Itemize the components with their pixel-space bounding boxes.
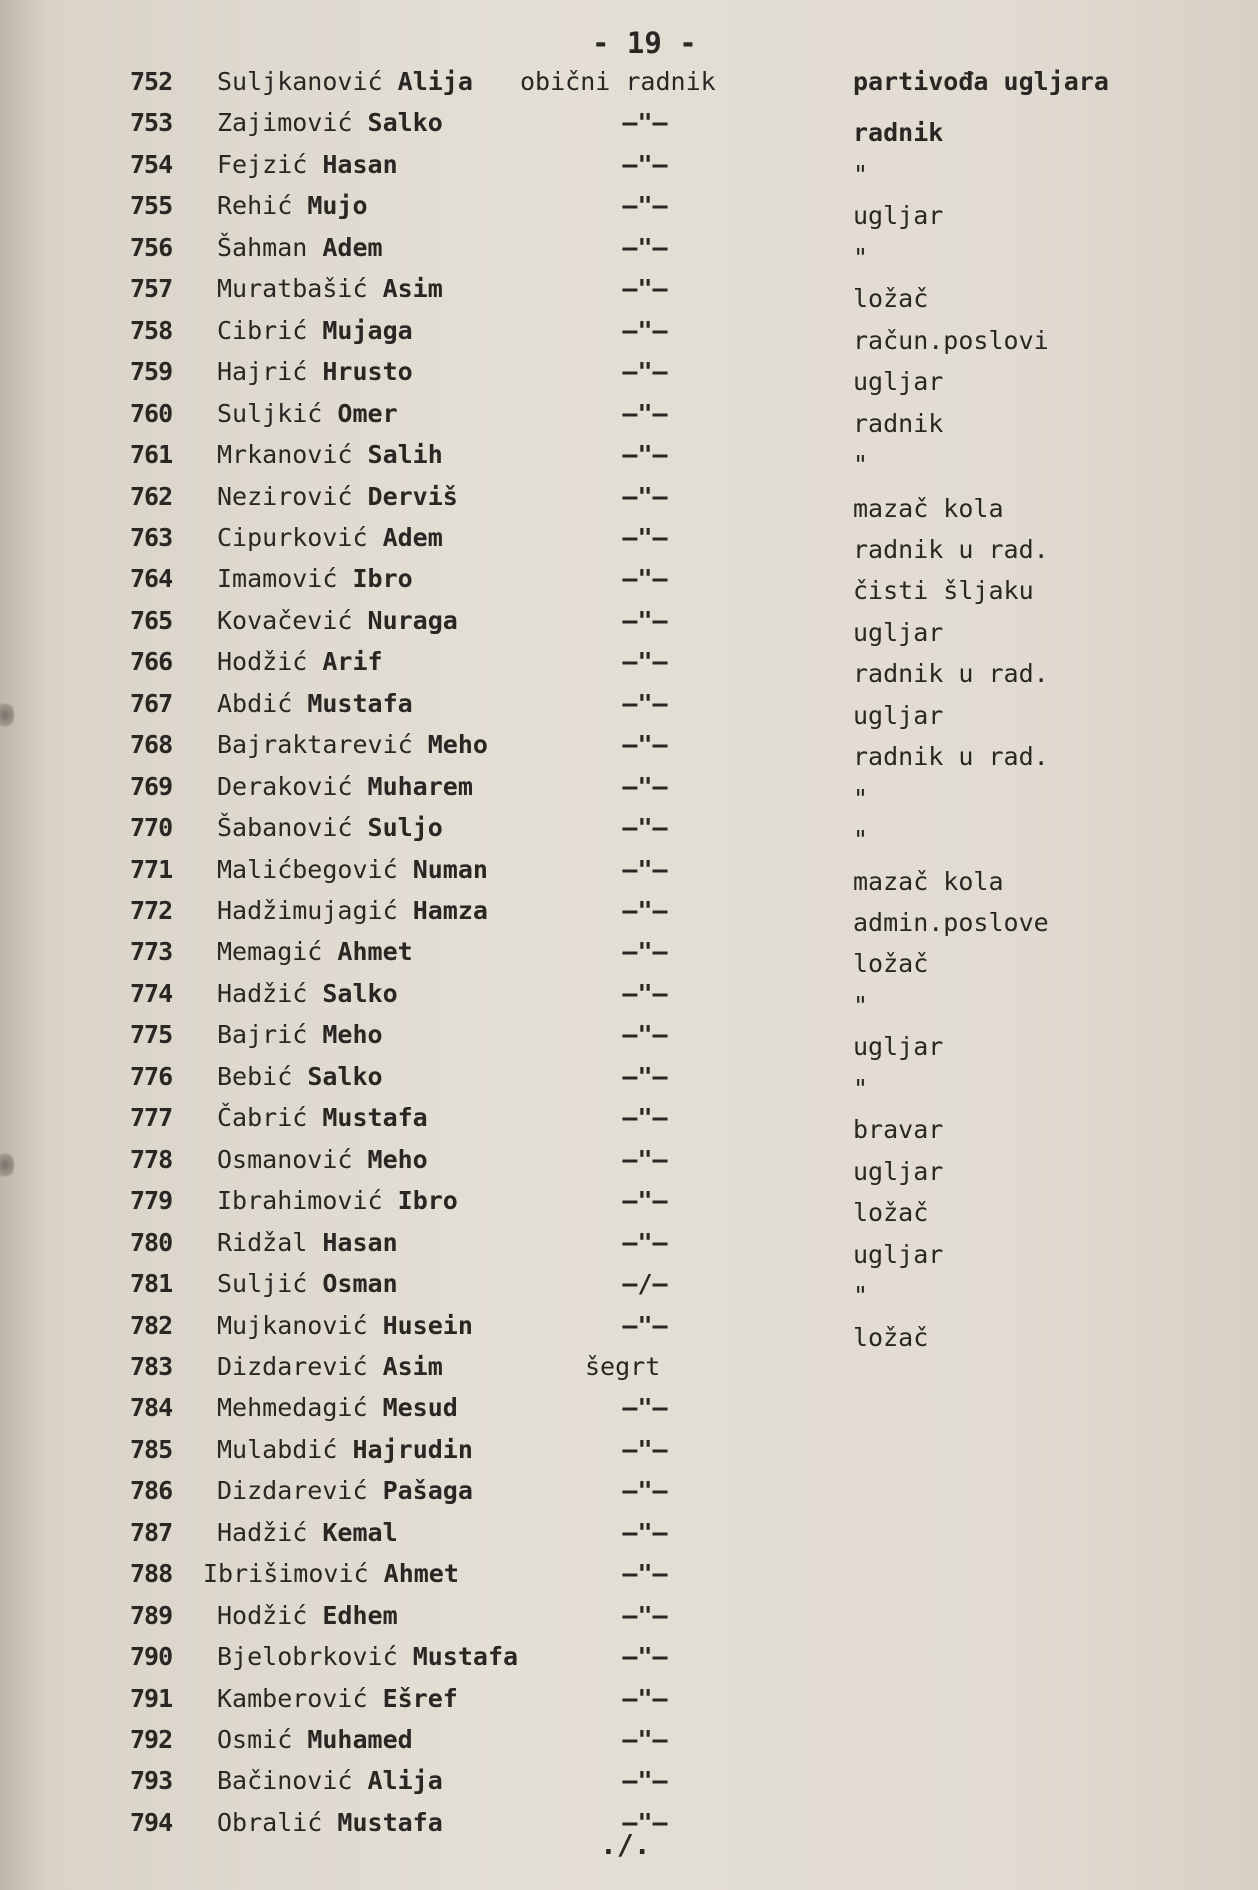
list-item [0, 932, 1258, 979]
status-cell: –"– [622, 1642, 668, 1672]
person-name [217, 269, 443, 309]
surname: Ibrahimović [217, 1186, 383, 1216]
surname: Hodžić [217, 647, 308, 677]
first-name: Muharem [367, 771, 473, 801]
entry-number: 776 [130, 1061, 173, 1091]
occupation-cell: admin.poslove [853, 908, 1049, 937]
first-name: Edhem [322, 1600, 398, 1630]
first-name: Hrusto [322, 357, 413, 387]
status-cell: –"– [622, 108, 668, 138]
surname: Imamović [217, 564, 338, 594]
list-item [0, 1181, 1258, 1228]
occupation-cell: ložač [853, 1322, 929, 1352]
first-name: Ibro [397, 1186, 458, 1216]
first-name: Salih [367, 440, 443, 470]
list-item [0, 1098, 1258, 1145]
status-cell: –"– [622, 1807, 668, 1837]
status-cell: –"– [622, 1020, 668, 1050]
list-item [0, 1513, 1258, 1553]
entry-number: 759 [130, 357, 173, 387]
status-cell: –"– [622, 398, 668, 428]
person-name [217, 1098, 428, 1138]
status-cell: –"– [622, 1144, 668, 1174]
person-name [217, 891, 488, 931]
status-cell: –"– [622, 191, 668, 221]
status-cell: –"– [622, 730, 668, 760]
person-name [217, 725, 488, 765]
entry-number: 774 [130, 978, 173, 1008]
person-name [217, 974, 398, 1014]
entry-number: 769 [130, 771, 173, 801]
surname: Malićbegović [217, 854, 398, 884]
person-name [217, 559, 413, 599]
entry-number: 793 [130, 1766, 173, 1796]
status-cell: –"– [622, 357, 668, 387]
person-name [217, 1430, 473, 1470]
list-item [0, 891, 1258, 937]
entry-number: 764 [130, 564, 173, 594]
first-name: Adem [322, 232, 383, 262]
first-name: Mustafa [412, 1642, 519, 1672]
person-name [217, 1596, 398, 1636]
entry-number: 755 [130, 191, 173, 221]
surname: Kovačević [217, 605, 353, 635]
person-name [217, 518, 443, 558]
status-cell: šegrt [585, 1351, 661, 1381]
first-name: Ahmet [337, 937, 413, 967]
entry-number: 792 [130, 1725, 173, 1754]
first-name: Hasan [322, 149, 398, 179]
status-cell: –"– [622, 688, 668, 718]
person-name [203, 1554, 459, 1594]
status-cell: –"– [622, 149, 668, 179]
occupation-cell: ugljar [853, 700, 944, 730]
person-name [217, 1388, 458, 1428]
surname: Hajrić [217, 357, 308, 387]
person-name [217, 1761, 443, 1801]
entry-number: 784 [130, 1393, 173, 1423]
first-name: Meho [322, 1020, 383, 1050]
entry-number: 779 [130, 1186, 173, 1216]
surname: Mrkanović [217, 440, 353, 470]
entry-number: 765 [130, 605, 173, 635]
person-name [217, 808, 443, 848]
first-name: Muhamed [307, 1725, 413, 1754]
list-item [0, 1596, 1258, 1636]
list-item [0, 1471, 1258, 1511]
list-item [0, 62, 1258, 102]
entry-number: 781 [130, 1269, 173, 1299]
status-cell: –"– [622, 605, 668, 635]
list-item [0, 1015, 1258, 1062]
occupation-cell: ugljar [853, 617, 944, 647]
status-cell: –"– [622, 771, 668, 801]
list-item [0, 477, 1258, 523]
list-item [0, 228, 1258, 272]
entry-number: 761 [130, 440, 173, 470]
first-name: Hamza [412, 896, 488, 925]
surname: Mehmedagić [217, 1393, 368, 1423]
entry-number: 773 [130, 937, 173, 967]
status-cell: obični radnik [520, 67, 716, 96]
occupation-cell: radnik u rad. [853, 742, 1049, 772]
first-name: Nuraga [367, 605, 458, 635]
status-cell: –"– [622, 813, 668, 843]
surname: Šabanović [217, 813, 353, 843]
first-name: Alija [367, 1766, 443, 1796]
occupation-cell: mazač kola [853, 866, 1004, 896]
entry-number: 777 [130, 1103, 173, 1133]
status-cell: –/– [622, 1269, 668, 1299]
list-item [0, 269, 1258, 314]
status-cell: –"– [622, 647, 668, 677]
person-name [217, 1306, 473, 1346]
first-name: Pašaga [382, 1476, 473, 1506]
person-name [217, 477, 458, 517]
list-item [0, 1264, 1258, 1311]
status-cell: –"– [622, 1227, 668, 1257]
first-name: Mustafa [322, 1103, 428, 1133]
occupation-cell: ložač [853, 284, 929, 314]
status-cell: –"– [622, 1310, 668, 1340]
list-item [0, 725, 1258, 772]
person-name [217, 145, 398, 185]
person-name [217, 601, 458, 641]
entry-number: 770 [130, 813, 173, 843]
list-item [0, 186, 1258, 231]
entry-number: 762 [130, 481, 173, 511]
status-cell: –"– [622, 854, 668, 884]
status-cell: –"– [622, 274, 668, 304]
surname: Bjelobrković [217, 1642, 398, 1672]
entry-number: 753 [130, 108, 173, 138]
entry-number: 780 [130, 1227, 173, 1257]
first-name: Hajrudin [352, 1434, 473, 1464]
occupation-cell: ugljar [853, 1032, 944, 1062]
list-item [0, 435, 1258, 480]
entry-number: 790 [130, 1642, 173, 1672]
list-item [0, 559, 1258, 606]
entry-number: 752 [130, 67, 173, 96]
occupation-cell: mazač kola [853, 493, 1004, 523]
first-name: Osman [322, 1269, 398, 1299]
list-item [0, 684, 1258, 730]
surname: Cibrić [217, 315, 308, 345]
surname: Zajimović [217, 108, 353, 138]
list-item [0, 1347, 1258, 1387]
status-cell: –"– [622, 1434, 668, 1464]
list-item [0, 601, 1258, 647]
status-cell: –"– [622, 896, 668, 925]
list-item [0, 518, 1258, 564]
status-cell: –"– [622, 564, 668, 594]
person-name [217, 103, 443, 143]
entry-number: 782 [130, 1310, 173, 1340]
surname: Abdić [217, 688, 293, 718]
person-name [217, 932, 413, 972]
first-name: Salko [322, 978, 398, 1008]
person-name [217, 1223, 398, 1263]
entry-number: 760 [130, 398, 173, 428]
surname: Ridžal [217, 1227, 308, 1257]
occupation-cell: ložač [853, 1198, 929, 1228]
person-name [217, 394, 398, 434]
person-name [217, 1720, 413, 1760]
status-cell: –"– [622, 522, 668, 552]
first-name: Hasan [322, 1227, 398, 1257]
surname: Memagić [217, 937, 323, 967]
occupation-cell: " [853, 990, 869, 1020]
status-cell: –"– [622, 1683, 668, 1713]
surname: Mujkanović [217, 1310, 368, 1340]
occupation-cell: bravar [853, 1115, 944, 1145]
person-name [217, 1140, 428, 1180]
entry-number: 757 [130, 274, 173, 304]
surname: Bajrić [217, 1020, 308, 1050]
status-cell: –"– [622, 1476, 668, 1506]
entry-number: 766 [130, 647, 173, 677]
occupation-cell: " [853, 242, 869, 272]
surname: Obralić [217, 1807, 323, 1837]
list-item [0, 1761, 1258, 1801]
entry-number: 756 [130, 232, 173, 262]
occupation-cell: ugljar [853, 1239, 944, 1269]
surname: Šahman [217, 232, 308, 262]
first-name: Asim [382, 1351, 443, 1381]
entry-number: 783 [130, 1351, 173, 1381]
surname: Osmić [217, 1725, 293, 1754]
person-name [217, 228, 383, 268]
list-item [0, 1637, 1258, 1677]
occupation-cell: čisti šljaku [853, 576, 1034, 606]
person-name [217, 767, 473, 807]
first-name: Salko [367, 108, 443, 138]
list-item [0, 1223, 1258, 1269]
first-name: Mujaga [322, 315, 413, 345]
entry-number: 785 [130, 1434, 173, 1464]
entry-number: 767 [130, 688, 173, 718]
person-name [217, 1057, 383, 1097]
first-name: Numan [412, 854, 488, 884]
first-name: Ibro [352, 564, 413, 594]
status-cell: –"– [622, 481, 668, 511]
surname: Ibrišimović [203, 1559, 369, 1589]
surname: Mulabdić [217, 1434, 338, 1464]
first-name: Ešref [382, 1683, 458, 1713]
first-name: Salko [307, 1061, 383, 1091]
list-item [0, 1057, 1258, 1103]
list-item [0, 1388, 1258, 1428]
occupation-cell: ložač [853, 949, 929, 979]
entry-number: 771 [130, 854, 173, 884]
person-name [217, 62, 473, 102]
list-item [0, 1430, 1258, 1470]
surname: Hodžić [217, 1600, 308, 1630]
occupation-cell: partivođa ugljara [853, 67, 1109, 96]
surname: Dizdarević [217, 1351, 368, 1381]
surname: Deraković [217, 771, 353, 801]
entry-number: 789 [130, 1600, 173, 1630]
list-item [0, 1720, 1258, 1760]
status-cell: –"– [622, 1600, 668, 1630]
status-cell: –"– [622, 1186, 668, 1216]
surname: Hadžić [217, 1517, 308, 1547]
surname: Suljić [217, 1269, 308, 1299]
person-name [217, 352, 413, 392]
status-cell: –"– [622, 978, 668, 1008]
status-cell: –"– [622, 440, 668, 470]
first-name: Mujo [307, 191, 368, 221]
first-name: Meho [427, 730, 488, 760]
first-name: Husein [382, 1310, 473, 1340]
person-name [217, 1637, 518, 1677]
list-item [0, 767, 1258, 813]
surname: Nezirović [217, 481, 353, 511]
entry-number: 758 [130, 315, 173, 345]
entry-number: 754 [130, 149, 173, 179]
person-name [217, 850, 488, 890]
entry-number: 778 [130, 1144, 173, 1174]
occupation-cell: ugljar [853, 1156, 944, 1186]
first-name: Suljo [367, 813, 443, 843]
first-name: Kemal [322, 1517, 398, 1547]
entry-number: 794 [130, 1807, 173, 1837]
first-name: Omer [337, 398, 398, 428]
person-name [217, 1803, 443, 1843]
occupation-cell: " [853, 159, 869, 189]
occupation-cell: radnik [853, 118, 944, 148]
list-item [0, 394, 1258, 438]
person-name [217, 311, 413, 351]
occupation-cell: ugljar [853, 367, 944, 397]
status-cell: –"– [622, 315, 668, 345]
entry-number: 791 [130, 1683, 173, 1713]
list-item [0, 1679, 1258, 1719]
list-item [0, 850, 1258, 896]
entry-number: 788 [130, 1559, 173, 1589]
list-item [0, 808, 1258, 855]
surname: Fejzić [217, 149, 308, 179]
surname: Kamberović [217, 1683, 368, 1713]
first-name: Adem [382, 522, 443, 552]
person-name [217, 1679, 458, 1719]
surname: Rehić [217, 191, 293, 221]
status-cell: –"– [622, 232, 668, 262]
surname: Cipurković [217, 522, 368, 552]
status-cell: –"– [622, 1517, 668, 1547]
list-item [0, 352, 1258, 397]
person-name [217, 1264, 398, 1304]
surname: Suljkanović [217, 67, 383, 96]
list-item [0, 1140, 1258, 1186]
person-name [217, 1471, 473, 1511]
status-cell: –"– [622, 1766, 668, 1796]
entry-number: 763 [130, 522, 173, 552]
list-item [0, 145, 1258, 189]
list-item [0, 311, 1258, 355]
status-cell: –"– [622, 1559, 668, 1589]
first-name: Meho [367, 1144, 428, 1174]
surname: Dizdarević [217, 1476, 368, 1506]
entry-number: 772 [130, 896, 173, 925]
occupation-cell: radnik u rad. [853, 659, 1049, 689]
surname: Osmanović [217, 1144, 353, 1174]
surname: Bajraktarević [217, 730, 413, 760]
person-name [217, 186, 368, 226]
person-name [217, 1347, 443, 1387]
occupation-cell: račun.poslovi [853, 325, 1049, 355]
surname: Hadžić [217, 978, 308, 1008]
first-name: Alija [397, 67, 473, 96]
occupation-cell: " [853, 450, 869, 480]
entry-number: 786 [130, 1476, 173, 1506]
surname: Čabrić [217, 1103, 308, 1133]
surname: Suljkić [217, 398, 323, 428]
continuation-mark: ./. [600, 1828, 651, 1861]
person-name [217, 642, 383, 682]
list-item [0, 1554, 1258, 1594]
surname: Bebić [217, 1061, 293, 1091]
person-name [217, 1015, 383, 1055]
first-name: Mustafa [337, 1807, 443, 1837]
entry-number: 775 [130, 1020, 173, 1050]
person-name [217, 684, 413, 724]
list-item [0, 642, 1258, 689]
list-item [0, 974, 1258, 1020]
first-name: Arif [322, 647, 383, 677]
occupation-cell: " [853, 783, 869, 813]
occupation-cell: radnik u rad. [853, 534, 1049, 564]
surname: Bačinović [217, 1766, 353, 1796]
first-name: Derviš [367, 481, 458, 511]
page-number: - 19 - [592, 26, 697, 60]
status-cell: –"– [622, 937, 668, 967]
status-cell: –"– [622, 1725, 668, 1754]
surname: Muratbašić [217, 274, 368, 304]
status-cell: –"– [622, 1061, 668, 1091]
occupation-cell: radnik [853, 408, 944, 438]
status-cell: –"– [622, 1393, 668, 1423]
list-item [0, 1306, 1258, 1352]
occupation-cell: ugljar [853, 201, 944, 231]
surname: Hadžimujagić [217, 896, 398, 925]
person-name [217, 435, 443, 475]
list-item [0, 103, 1258, 148]
entry-number: 787 [130, 1517, 173, 1547]
occupation-cell: " [853, 825, 869, 855]
entry-number: 768 [130, 730, 173, 760]
first-name: Asim [382, 274, 443, 304]
status-cell: –"– [622, 1103, 668, 1133]
person-name [217, 1513, 398, 1553]
occupation-cell: " [853, 1281, 869, 1311]
occupation-cell: " [853, 1073, 869, 1103]
first-name: Mustafa [307, 688, 413, 718]
first-name: Mesud [382, 1393, 458, 1423]
person-name [217, 1181, 458, 1221]
first-name: Ahmet [383, 1559, 459, 1589]
